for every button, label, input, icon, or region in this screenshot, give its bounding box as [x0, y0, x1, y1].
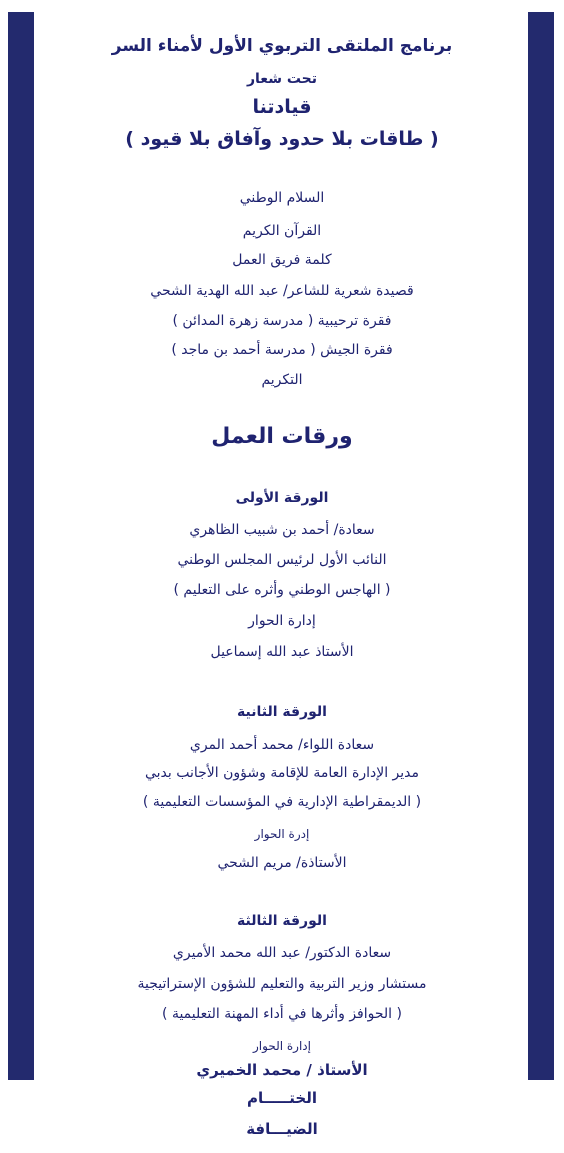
program-item: السلام الوطني	[239, 190, 325, 206]
slogan-detail: ( طاقات بلا حدود وآفاق بلا قيود )	[125, 128, 439, 150]
right-border-bar	[528, 12, 554, 1080]
paper2-position: مدير الإدارة العامة للإقامة وشؤون الأجانب بدبي	[144, 765, 420, 781]
paper3-presenter: سعادة الدكتور/ عبد الله محمد الأميري	[172, 945, 392, 961]
workshops-title: ورقات العمل	[211, 424, 353, 449]
paper3-title: الورقة الثالثة	[237, 913, 327, 929]
paper2-moderation-label: إدرة الحوار	[254, 827, 310, 841]
program-item: القرآن الكريم	[242, 223, 322, 239]
program-item: قصيدة شعرية للشاعر/ عبد الله الهدية الشحي	[150, 283, 414, 299]
paper1-title: الورقة الأولى	[235, 490, 329, 506]
paper1-presenter: سعادة/ أحمد بن شبيب الظاهري	[189, 522, 375, 538]
paper1-moderation-label: إدارة الحوار	[248, 613, 316, 629]
program-item: فقرة الجيش ( مدرسة أحمد بن ماجد )	[171, 342, 393, 358]
paper3-topic: ( الحوافز وأثرها في أداء المهنة التعليمية )	[162, 1006, 402, 1022]
paper1-topic: ( الهاجس الوطني وأثره على التعليم )	[173, 582, 391, 598]
paper1-position: النائب الأول لرئيس المجلس الوطني	[177, 552, 387, 568]
left-border-bar	[8, 12, 34, 1080]
paper2-title: الورقة الثانية	[237, 704, 327, 720]
paper3-moderation-label: إدارة الحوار	[253, 1039, 311, 1053]
paper2-topic: ( الديمقراطية الإدارية في المؤسسات التعليمية )	[142, 794, 422, 810]
slogan: قيادتنا	[252, 96, 312, 118]
paper3-position: مستشار وزير التربية والتعليم للشؤون الإستراتيجية	[137, 976, 427, 992]
program-title: برنامج الملتقى التربوي الأول لأمناء السر	[111, 36, 453, 56]
program-item: فقرة ترحيبية ( مدرسة زهرة المدائن )	[172, 313, 392, 329]
paper2-moderator: الأستاذة/ مريم الشحي	[217, 855, 347, 871]
slogan-intro: تحت شعار	[246, 71, 318, 87]
paper1-moderator: الأستاذ عبد الله إسماعيل	[210, 644, 354, 660]
program-item: كلمة فريق العمل	[232, 252, 332, 268]
hospitality: الضيـــافة	[246, 1120, 318, 1138]
closing: الختـــــام	[247, 1089, 317, 1107]
paper3-moderator: الأستاذ / محمد الخميري	[196, 1061, 368, 1079]
paper2-presenter: سعادة اللواء/ محمد أحمد المري	[189, 737, 375, 753]
program-item: التكريم	[261, 372, 303, 388]
